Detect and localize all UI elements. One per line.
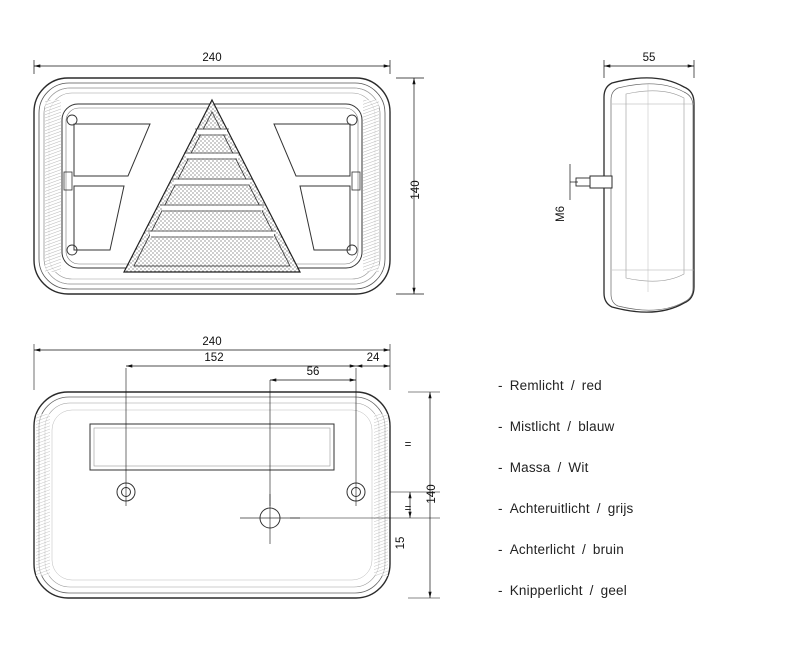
side-view	[555, 52, 694, 312]
legend-separator: /	[567, 419, 572, 434]
legend-separator: /	[581, 542, 586, 557]
thread-label: M6	[555, 206, 567, 222]
legend-dash: -	[498, 419, 503, 434]
back-view	[34, 336, 440, 598]
legend-item	[498, 419, 788, 460]
legend-separator: /	[589, 583, 594, 598]
legend-dash: -	[498, 542, 503, 557]
legend-item	[498, 583, 788, 624]
back-hole-inner-dim: 56	[306, 366, 320, 378]
legend-item	[498, 542, 788, 583]
front-view	[34, 52, 424, 294]
legend-dash: -	[498, 378, 503, 393]
back-bottom-offset-dim: 15	[395, 536, 407, 550]
legend-function: Massa	[509, 460, 551, 475]
legend-separator: /	[596, 501, 601, 516]
legend-dash: -	[498, 460, 503, 475]
svg-text:=: =	[404, 503, 412, 515]
side-width-dim: 55	[642, 52, 656, 64]
back-edge-offset-dim: 24	[366, 352, 380, 364]
front-height-dim: 140	[410, 180, 422, 200]
legend-function: Mistlicht	[509, 419, 561, 434]
legend-item	[498, 501, 788, 542]
legend-function: Knipperlicht	[509, 583, 583, 598]
legend-colour: geel	[600, 583, 627, 598]
svg-text:=: =	[404, 439, 412, 451]
legend-function: Achteruitlicht	[509, 501, 590, 516]
legend-dash: -	[498, 583, 503, 598]
legend-colour: grijs	[607, 501, 634, 516]
legend-separator: /	[557, 460, 562, 475]
legend-dash: -	[498, 501, 503, 516]
legend-function: Achterlicht	[509, 542, 575, 557]
legend-colour: blauw	[578, 419, 615, 434]
legend-function: Remlicht	[509, 378, 564, 393]
legend-item	[498, 460, 788, 501]
legend-colour: bruin	[592, 542, 624, 557]
back-hole-span-dim: 152	[204, 352, 224, 364]
legend-colour: red	[581, 378, 602, 393]
front-width-dim: 240	[202, 52, 222, 64]
legend-colour: Wit	[568, 460, 589, 475]
legend-item	[498, 378, 788, 419]
back-width-dim: 240	[202, 336, 222, 348]
legend-separator: /	[570, 378, 575, 393]
wire-colour-legend	[498, 378, 788, 624]
back-height-dim: 140	[426, 484, 438, 504]
